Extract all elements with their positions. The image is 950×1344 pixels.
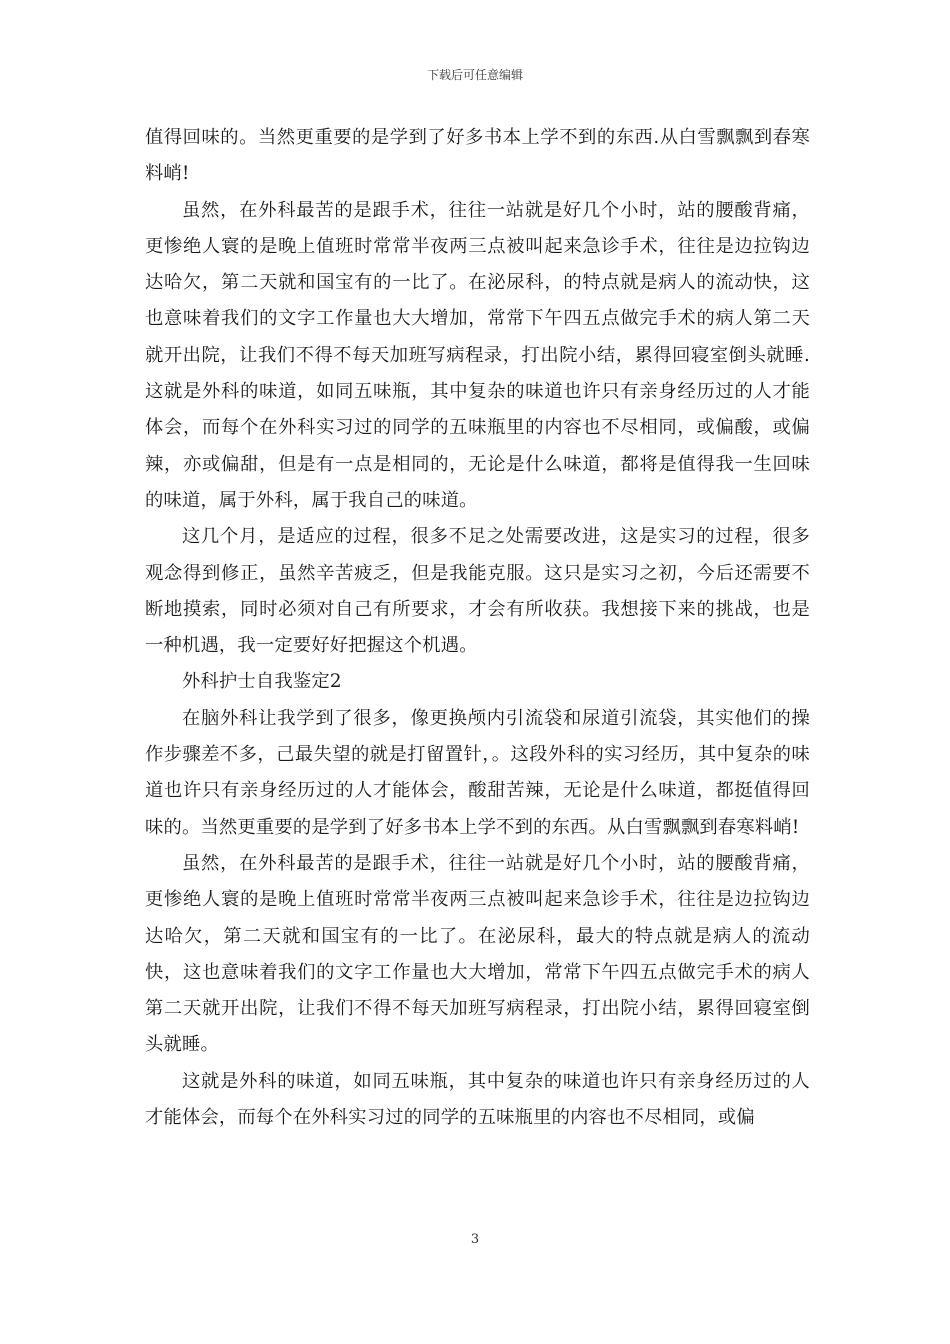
page-header: 下载后可任意编辑 — [426, 68, 523, 82]
paragraph-3: 这几个月，是适应的过程，很多不足之处需要改进，这是实习的过程，很多观念得到修正，虽然辛苦疲乏，但是我能克服。这只是实习之初，今后还需要不断地摸索，同时必须对自己有所要求，才会有所收获。我想接下来的挑战，也是一种机遇，我一定要好好把握这个机遇。 — [145, 526, 810, 657]
paragraph-6: 这就是外科的味道，如同五味瓶，其中复杂的味道也许只有亲身经历过的人才能体会，而每个在外科实习过的同学的五味瓶里的内容也不尽相同，或偏 — [145, 1070, 810, 1129]
section-title: 外科护士自我鉴定2 — [182, 671, 342, 693]
document-body — [145, 120, 810, 1136]
paragraph-2: 虽然，在外科最苦的是跟手术，往往一站就是好几个小时，站的腰酸背痛，更惨绝人寰的是晚上值班时常常半夜两三点被叫起来急诊手术，往往是边拉钩边达哈欠，第二天就和国宝有的一比了。在泌尿科，的特点就是病人的流动快，这也意味着我们的文字工作量也大大增加，常常下午四五点做完手术的病人第二天就开出院，让我们不得不每天加班写病程录，打出院小结，累得回寝室倒头就睡.这就是外科的味道，如同五味瓶，其中复杂的味道也许只有亲身经历过的人才能体会，而每个在外科实习过的同学的五味瓶里的内容也不尽相同，或偏酸，或偏辣，亦或偏甜，但是有一点是相同的，无论是什么味道，都将是值得我一生回味的味道，属于外科，属于我自己的味道。 — [145, 199, 810, 511]
paragraph-5: 虽然，在外科最苦的是跟手术，往往一站就是好几个小时，站的腰酸背痛，更惨绝人寰的是晚上值班时常常半夜两三点被叫起来急诊手术，往往是边拉钩边达哈欠，第二天就和国宝有的一比了。在泌尿科，最大的特点就是病人的流动快，这也意味着我们的文字工作量也大大增加，常常下午四五点做完手术的病人第二天就开出院，让我们不得不每天加班写病程录，打出院小结，累得回寝室倒头就睡。 — [145, 852, 810, 1056]
page-number: 3 — [470, 1232, 480, 1247]
paragraph-4: 在脑外科让我学到了很多，像更换颅内引流袋和尿道引流袋，其实他们的操作步骤差不多，己最失望的就是打留置针，。这段外科的实习经历，其中复杂的味道也许只有亲身经历过的人才能体会，酸甜苦辣，无论是什么味道，都挺值得回味的。当然更重要的是学到了好多书本上学不到的东西。从白雪飘飘到春寒料峭! — [145, 707, 810, 838]
paragraph-1: 值得回味的。当然更重要的是学到了好多书本上学不到的东西.从白雪飘飘到春寒料峭! — [145, 127, 810, 185]
